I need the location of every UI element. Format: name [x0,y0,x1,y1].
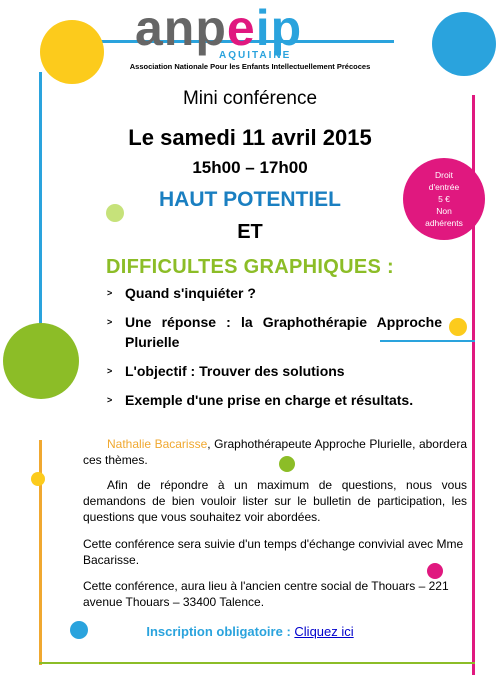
register-link[interactable]: Cliquez ici [294,624,354,639]
questions-text: Afin de répondre à un maximum de questions, nous vous demandons de bien vouloir lister sur le bulletin de participation, les questions que vous souhaitez voir abordées. [83,478,467,524]
list-item-text: Quand s'inquiéter ? [125,285,256,301]
badge-line-5: adhérents [425,218,463,228]
arrow-bullet-icon: > [107,366,113,376]
event-type: Mini conférence [182,88,318,109]
decor-circle-yellow-left [31,472,45,486]
speaker-name: Nathalie Bacarisse [107,437,208,451]
list-item-text: L'objectif : Trouver des solutions [125,363,345,379]
list-item [107,390,442,410]
arrow-bullet-icon: > [107,317,113,327]
logo-region: AQUITAINE [219,50,292,61]
decor-circle-yellow-top [40,20,104,84]
topic-line-2: ET [237,221,263,243]
topics-list [107,283,442,419]
badge-line-3: 5 € [438,194,450,204]
logo-part-e: e [226,0,256,56]
badge-line-1: Droit [435,170,453,180]
entry-fee-badge [403,158,485,240]
exchange-paragraph: Cette conférence sera suivie d'un temps d'échange convivial avec Mme Bacarisse. [83,537,464,567]
badge-line-4: Non [436,206,452,216]
topic-line-1: HAUT POTENTIEL [159,188,341,211]
event-hours: 15h00 – 17h00 [192,158,308,177]
list-item-text: Une réponse : la Graphothérapie Approche Plurielle [125,314,442,350]
arrow-bullet-icon: > [107,395,113,405]
logo-part-p: p [270,0,303,56]
list-item-text: Exemple d'une prise en charge et résultats. [125,392,414,408]
arrow-bullet-icon: > [107,288,113,298]
logo-part-i: i [255,0,271,56]
logo-part-anp: anp [135,0,227,56]
location-paragraph: Cette conférence, aura lieu à l'ancien centre social de Thouars – 221 avenue Thouars – 33400 Talence. [83,579,449,609]
list-item [107,312,442,352]
questions-paragraph [83,477,467,525]
list-item [107,361,442,381]
list-item [107,283,442,303]
association-name: Association Nationale Pour les Enfants Intellectuellement Précoces [129,62,371,71]
decor-line-bottom [39,662,475,664]
decor-circle-yellow-right [449,318,467,336]
speaker-description: , Graphothérapeute Approche Plurielle, abordera ces thèmes. [83,437,467,467]
logo-wordmark [135,2,302,54]
badge-line-2: d'entrée [428,182,460,192]
topic-line-3: DIFFICULTES GRAPHIQUES : [106,256,394,278]
inscription-label: Inscription obligatoire : [146,624,291,639]
event-date: Le samedi 11 avril 2015 [128,125,372,150]
anpeip-logo [135,0,405,61]
inscription-line [0,624,500,639]
speaker-paragraph [83,436,467,468]
decor-circle-green-large [3,323,79,399]
